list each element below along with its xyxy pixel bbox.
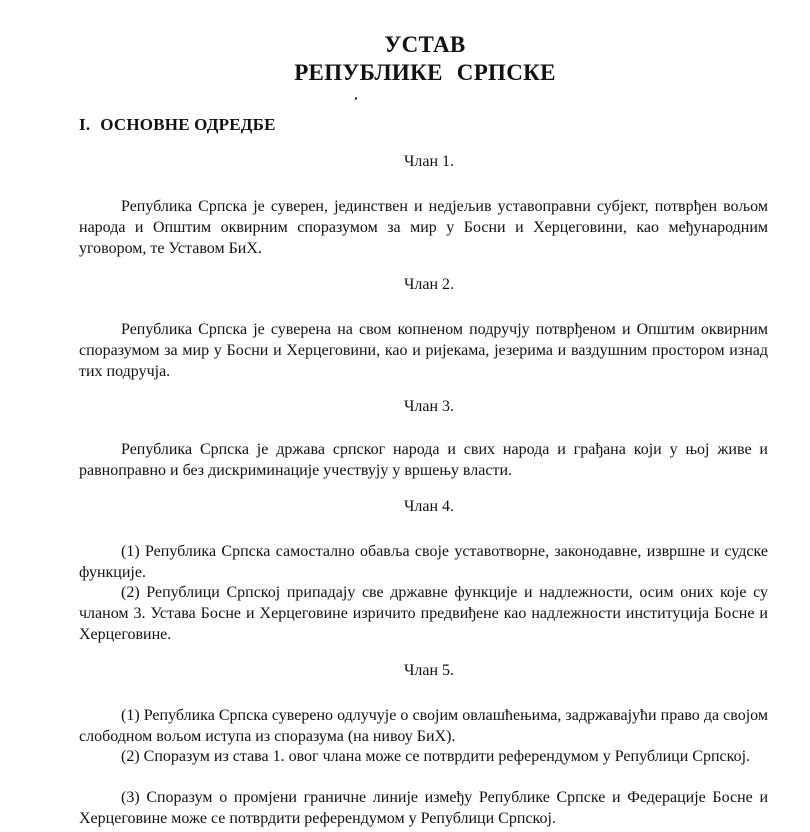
article-5-paragraph-3: (3) Споразум о промјени граничне линије између Републике Српске и Федерације Босне и Херцеговине може се потврдити референдумом у Републици Српској.: [79, 789, 768, 827]
article-1-paragraph-1: Република Српска је суверен, јединствен и недјељив уставоправни субјект, потврђен вољом народа и Општим оквирним споразумом за мир у Босни и Херцеговини, као међународним уговором, те Уставом БиХ.: [79, 198, 768, 257]
article-3-title: Члан 3.: [403, 398, 455, 415]
section-number: I.: [79, 115, 91, 134]
article-4-paragraph-1: (1) Република Српска самостално обавља своје уставотворне, законодавне, извршне и судске функције.: [79, 543, 768, 581]
article-5-paragraph-2: (2) Споразум из става 1. овог члана може се потврдити референдумом у Републици Српској.: [121, 748, 751, 765]
article-4-title: Члан 4.: [403, 498, 455, 515]
article-5-title: Члан 5.: [403, 662, 455, 679]
article-3-paragraph-1: Република Српска је држава српског народа и свих народа и грађана који у њој живе и равноправно и без дискриминације учествују у вршењу власти.: [79, 441, 768, 479]
document-title-line2: РЕПУБЛИКЕ СРПСКЕ: [294, 60, 556, 85]
section-title: ОСНОВНЕ ОДРЕДБЕ: [100, 115, 276, 134]
article-5-paragraph-1: (1) Република Српска суверено одлучује о својим овлашћењима, задржавајући право да својом слободном вољом иступа из споразума (на нивоу БиХ).: [79, 707, 768, 745]
section-heading: [79, 115, 276, 135]
scan-speck: [355, 97, 358, 101]
document-title-line1: УСТАВ: [384, 32, 466, 57]
article-4-paragraph-2: (2) Републици Српској припадају све државне функције и надлежности, осим оних које су чланом 3. Устава Босне и Херцеговине изричито предвиђене као надлежности институција Босне и Херцеговине.: [79, 584, 768, 643]
article-2-title: Члан 2.: [403, 276, 455, 293]
article-1-title: Члан 1.: [403, 153, 455, 170]
article-2-paragraph-1: Република Српска је суверена на свом копненом подручју потврђеном и Општим оквирним споразумом за мир у Босни и Херцеговини, као и ријекама, језерима и ваздушним простором изнад тих подручја.: [79, 321, 768, 380]
